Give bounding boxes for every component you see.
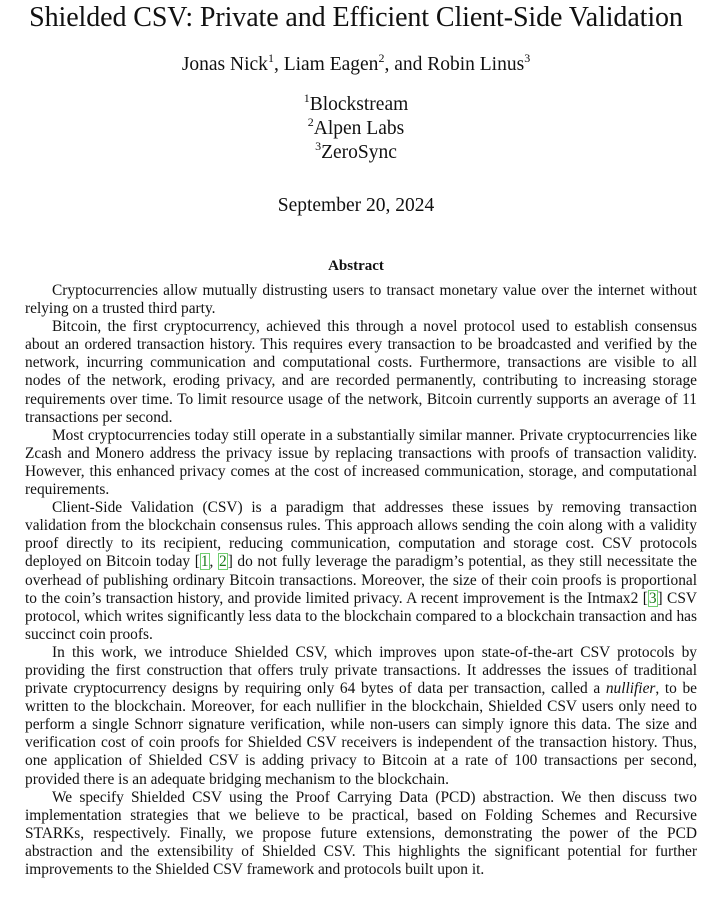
author-affiliation-mark: 1 xyxy=(267,50,274,65)
abstract-paragraph xyxy=(25,499,697,644)
author-affiliation-mark: 3 xyxy=(524,50,531,65)
author-separator: , and xyxy=(384,54,428,75)
affiliation-name: Blockstream xyxy=(309,94,409,115)
author-list xyxy=(0,50,712,76)
abstract-paragraph: Cryptocurrencies allow mutually distrusting users to transact monetary value over the internet without relying on a trusted third party. xyxy=(25,282,697,318)
author-name: Jonas Nick xyxy=(181,54,268,75)
affiliation-list xyxy=(0,90,712,165)
paragraph-text: , xyxy=(209,553,218,571)
author-affiliation-mark: 2 xyxy=(378,50,385,65)
author-name: Liam Eagen xyxy=(283,54,379,75)
affiliation-mark: 2 xyxy=(307,114,314,129)
abstract-paragraph: We specify Shielded CSV using the Proof Carrying Data (PCD) abstraction. We then discuss two implementation strategies that we believe to be practical, based on Folding Schemes and Recursive STARKs, respectively. Finally, we propose future extensions, demonstrating the power of the PCD abstraction and the extensibility of Shielded CSV. This highlights the significant potential for further improvements to the Shielded CSV framework and protocols built upon it. xyxy=(25,788,697,878)
author-name: Robin Linus xyxy=(427,54,525,75)
paragraph-text: Client-Side Validation (CSV) is a paradigm that addresses these issues by removing transaction validation from the blockchain consensus rules. This approach allows sending the coin along with a validity proof directly to its recipient, reducing communication, computation and storage cost. CSV protocols deployed on Bitcoin today [ xyxy=(25,499,697,571)
affiliation-mark: 1 xyxy=(303,90,310,105)
abstract-paragraph: Most cryptocurrencies today still operate in a substantially similar manner. Private cryptocurrencies like Zcash and Monero address the privacy issue by replacing transactions with proofs of transaction validity. However, this enhanced privacy comes at the cost of increased communication, storage, and computational requirements. xyxy=(25,426,697,499)
author-separator: , xyxy=(273,54,284,75)
citation-link[interactable]: 2 xyxy=(218,553,227,571)
publication-date: September 20, 2024 xyxy=(277,195,435,216)
abstract-paragraph xyxy=(25,644,697,789)
abstract-body xyxy=(25,282,697,879)
paragraph-text: ] CSV protocol, which writes significantly less data to the blockchain compared to a blockchain transaction and has succinct coin proofs. xyxy=(25,589,697,643)
affiliation-name: ZeroSync xyxy=(321,142,397,163)
paragraph-text: ] do not fully leverage the paradigm’s potential, as they still necessitate the overhead of publishing ordinary Bitcoin transactions. Moreover, the size of their coin proofs is proportional to the coin’s transaction history, and provide limited privacy. A recent improvement is the Intmax2 [ xyxy=(25,553,697,607)
citation-link[interactable]: 1 xyxy=(200,553,209,571)
paragraph-text: , to be written to the blockchain. Moreover, for each nullifier in the blockchain, Shielded CSV users only need to perform a single Schnorr signature verification, while non-users can simply ignore this data. The size and verification cost of coin proofs for Shielded CSV receivers is independent of the transaction history. Thus, one application of Shielded CSV is adding privacy to Bitcoin at a rate of 100 transactions per second, provided there is an adequate bridging mechanism to the blockchain. xyxy=(25,680,697,788)
affiliation xyxy=(0,138,712,165)
affiliation xyxy=(0,114,712,141)
affiliation-mark: 3 xyxy=(315,138,322,153)
abstract-heading: Abstract xyxy=(328,258,384,274)
paper-title: Shielded CSV: Private and Efficient Client-Side Validation xyxy=(29,2,683,33)
affiliation xyxy=(0,90,712,117)
affiliation-name: Alpen Labs xyxy=(313,118,405,139)
citation-link[interactable]: 3 xyxy=(648,589,657,607)
paragraph-text: In this work, we introduce Shielded CSV, which improves upon state-of-the-art CSV protocols by providing the first construction that offers truly private transactions. It addresses the issues of traditional private cryptocurrency designs by requiring only 64 bytes of data per transaction, called a xyxy=(25,643,697,698)
abstract-paragraph: Bitcoin, the first cryptocurrency, achieved this through a novel protocol used to establish consensus about an ordered transaction history. This requires every transaction to be broadcasted and verified by the network, incurring communication and computational costs. Furthermore, transactions are visible to all nodes of the network, eroding privacy, and are recorded permanently, contributing to increasing storage requirements over time. To limit resource usage of the network, Bitcoin currently supports an average of 11 transactions per second. xyxy=(25,318,697,426)
emphasized-term: nullifier xyxy=(605,680,656,698)
